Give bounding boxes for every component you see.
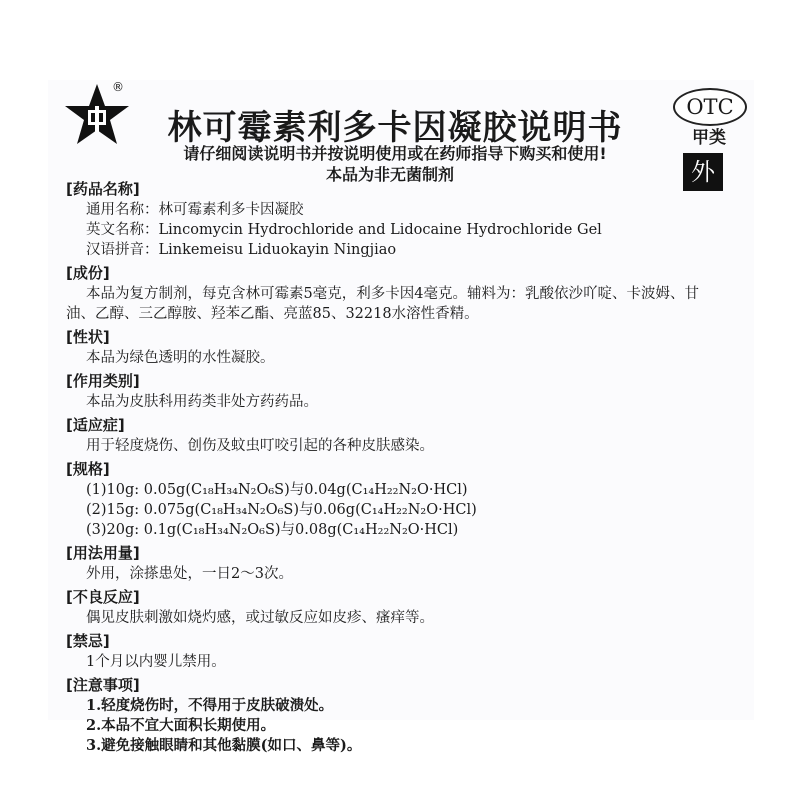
english-name: 英文名称：Lincomycin Hydrochloride and Lidocaine Hydrochloride Gel	[86, 222, 602, 238]
section-indications	[66, 414, 716, 456]
composition-text: 本品为复方制剂，每克含林可霉素5毫克，利多卡因4毫克。辅料为：乳酸依沙吖啶、卡波姆、甘油、乙醇、三乙醇胺、羟苯乙酯、亮蓝85、32218水溶性香精。	[66, 286, 699, 322]
page-title: 林可霉素利多卡因凝胶说明书	[167, 108, 623, 148]
otc-badge: OTC	[673, 88, 747, 126]
section-category	[66, 370, 716, 412]
pinyin-name: 汉语拼音：Linkemeisu Liduokayin Ningjiao	[86, 242, 397, 258]
section-drug-name	[66, 178, 716, 260]
otc-class-label: 甲类	[692, 128, 726, 148]
section-composition	[66, 262, 716, 324]
section-heading: [适应症]	[66, 416, 125, 434]
spec-item: (3)20g: 0.1g(C₁₈H₃₄N₂O₆S)与0.08g(C₁₄H₂₂N₂O·HCl)	[86, 522, 459, 538]
precaution-item: 1.轻度烧伤时，不得用于皮肤破溃处。	[86, 697, 334, 714]
reading-instruction: 请仔细阅读说明书并按说明使用或在药师指导下购买和使用!	[183, 144, 607, 163]
registered-mark: ®	[112, 80, 124, 94]
section-heading: [成份]	[66, 264, 110, 282]
external-use-mark: 外	[683, 153, 723, 191]
precaution-item: 2.本品不宜大面积长期使用。	[86, 717, 276, 734]
properties-text: 本品为绿色透明的水性凝胶。	[86, 350, 275, 366]
category-text: 本品为皮肤科用药类非处方药药品。	[86, 394, 318, 410]
generic-name: 通用名称：林可霉素利多卡因凝胶	[86, 202, 304, 218]
contra-text: 1个月以内婴儿禁用。	[86, 654, 226, 670]
indications-text: 用于轻度烧伤、创伤及蚊虫叮咬引起的各种皮肤感染。	[86, 438, 434, 454]
dosage-text: 外用，涂搽患处，一日2～3次。	[86, 566, 293, 582]
section-precautions	[66, 674, 716, 756]
section-heading: [不良反应]	[66, 588, 140, 606]
non-sterile-note: 本品为非无菌制剂	[325, 165, 454, 184]
spec-item: (2)15g: 0.075g(C₁₈H₃₄N₂O₆S)与0.06g(C₁₄H₂₂N₂O·HCl)	[86, 502, 477, 518]
precaution-item: 3.避免接触眼睛和其他黏膜(如口、鼻等)。	[86, 737, 362, 754]
spec-item: (1)10g: 0.05g(C₁₈H₃₄N₂O₆S)与0.04g(C₁₄H₂₂N₂O·HCl)	[86, 482, 468, 498]
adverse-text: 偶见皮肤刺激如烧灼感，或过敏反应如皮疹、瘙痒等。	[86, 610, 434, 626]
section-heading: [用法用量]	[66, 544, 140, 562]
section-heading: [规格]	[66, 460, 110, 478]
section-heading: [注意事项]	[66, 676, 140, 694]
section-heading: [作用类别]	[66, 372, 140, 390]
section-heading: [药品名称]	[66, 180, 140, 198]
leaflet-content	[66, 176, 716, 756]
section-adverse-reactions	[66, 586, 716, 628]
section-heading: [性状]	[66, 328, 110, 346]
section-heading: [禁忌]	[66, 632, 110, 650]
section-dosage	[66, 542, 716, 584]
section-specs	[66, 458, 716, 540]
section-contraindications	[66, 630, 716, 672]
section-properties	[66, 326, 716, 368]
